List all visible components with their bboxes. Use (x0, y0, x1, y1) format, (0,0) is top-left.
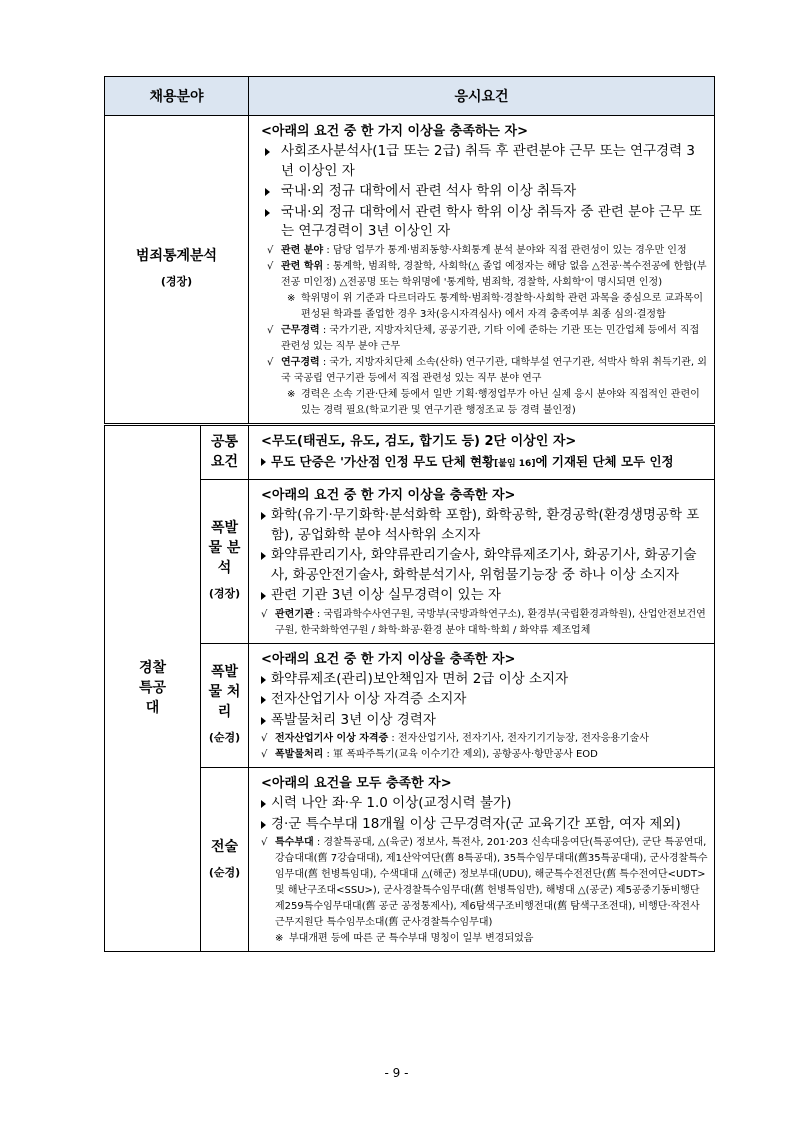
check-icon: √ (261, 608, 268, 620)
check-icon: √ (267, 324, 274, 336)
list-item: 폭발물처리 3년 이상 경력자 (257, 711, 708, 731)
common-label: 공통 요건 (201, 424, 249, 480)
triangle-bullet-icon (261, 458, 266, 466)
list-item: 관련 기관 3년 이상 실무경력이 있는 자 (257, 586, 708, 606)
triangle-bullet-icon (265, 209, 270, 217)
requirement-heading: <아래의 요건을 모두 충족한 자> (261, 776, 452, 791)
note-item: √ 연구경력 : 국가, 지방자치단체 소속(산하) 연구기관, 대학부설 연구기관, 석박사 학위 취득기관, 외국 국공립 연구기관 등에서 직접 관련성 있는 직무 분야 연구 (267, 356, 707, 384)
list-item: 경·군 특수부대 18개월 이상 근무경력자(군 교육기간 포함, 여자 제외) (257, 815, 708, 835)
note-item: √ 폭발물처리 : 軍 폭파주특기(교육 이수기간 제외), 공항공사·항만공사 EOD (257, 747, 708, 763)
reference-mark-icon: ※ (287, 388, 296, 400)
field-label: 범죄통계분석 (135, 248, 218, 265)
check-icon: √ (261, 749, 268, 760)
check-icon: √ (267, 244, 274, 256)
field-rank: (경장) (160, 275, 193, 289)
field-crime-statistics (105, 116, 249, 425)
reference-mark-icon: ※ (275, 933, 284, 944)
requirement-explosive-disposal (249, 643, 715, 768)
list-item: 화약류관리기사, 화약류관리기술사, 화약류제조기사, 화공기사, 화공기술사, 화공안전기술사, 화학분석기사, 위험물기능장 중 하나 이상 소지자 (257, 546, 708, 585)
triangle-bullet-icon (261, 592, 266, 600)
list-item: 전자산업기사 이상 자격증 소지자 (257, 690, 708, 710)
triangle-bullet-icon (261, 800, 266, 808)
triangle-bullet-icon (265, 148, 270, 156)
triangle-bullet-icon (261, 821, 266, 829)
note-item: √ 관련기관 : 국립과학수사연구원, 국방부(국방과학연구소), 환경부(국립환경과학원), 산업안전보건연구원, 한국화학연구원 / 화학·화공·환경 분야 대학·학회 / 화약류 제조업체 (261, 608, 706, 636)
triangle-bullet-icon (265, 188, 270, 196)
requirements-table (104, 76, 715, 952)
field-explosive-analysis: 폭발물 분석 (경장) (201, 480, 249, 644)
page-number: - 9 - (384, 1066, 409, 1080)
list-item: 국내·외 정규 대학에서 관련 학사 학위 이상 취득자 중 관련 분야 근무 또는 연구경력이 3년 이상인 자 (257, 203, 708, 242)
sub-note-item: ※ 경력은 소속 기관·단체 등에서 일반 기획·행정업무가 아닌 실제 응시 분야와 직접적인 관련이 있는 경력 필요(학교기관 및 연구기관 행정조교 등 경력 불인정) (287, 388, 700, 416)
list-item: 사회조사분석사(1급 또는 2급) 취득 후 관련분야 근무 또는 연구경력 3년 이상인 자 (257, 142, 708, 181)
note-item: √ 전자산업기사 이상 자격증 : 전자산업기사, 전자기사, 전자기기기능장, 전자응용기술사 (257, 731, 708, 747)
requirement-heading: <아래의 요건 중 한 가지 이상을 충족한 자> (261, 651, 516, 667)
check-icon: √ (267, 260, 274, 272)
sub-note-item: ※ 부대개편 등에 따른 군 특수부대 명칭이 일부 변경되었음 (257, 931, 708, 947)
row-crime-statistics (105, 116, 715, 425)
triangle-bullet-icon (261, 717, 266, 725)
field-header: 채용분야 (105, 77, 249, 116)
list-item: 국내·외 정규 대학에서 관련 석사 학위 이상 취득자 (257, 182, 708, 202)
reference-mark-icon: ※ (287, 292, 296, 304)
note-item: √ 특수부대 : 경찰특공대, △(육군) 정보사, 특전사, 201·203 신속대응여단(특공여단), 군단 특공연대, 강습대대(舊 7강습대대), 제1산악여단(舊 8특공대), 35특수임무대대(舊35특공대대), 군사경찰특수임무대(舊 헌병특임대), 수색대대 △(해군) 정보부대(UDU), 해군특수전전단(舊 특수전여단<UDT> 및 해난구조대<SSU>), 군사경찰특수임무대(舊 헌병특임반), 해병대 △(공군) 제5공중기동비행단 제259특수임무대대(舊 공군 공정통제사), 제6탐색구조비행전대(舊 탐색구조전대), 비행단·작전사근무지원단 특수임무소대(舊 군사경찰특수임무대) (261, 837, 708, 928)
triangle-bullet-icon (261, 696, 266, 704)
field-police-special-unit: 경찰 특공대 (105, 424, 201, 952)
requirement-header: 응시요건 (249, 77, 715, 116)
row-common-requirement (105, 424, 715, 480)
requirement-tactics (249, 768, 715, 952)
requirement-common (249, 424, 715, 480)
triangle-bullet-icon (261, 512, 266, 520)
triangle-bullet-icon (261, 552, 266, 560)
requirement-heading: <아래의 요건 중 한 가지 이상을 충족하는 자> (261, 124, 528, 139)
check-icon: √ (261, 733, 268, 744)
note-item: √ 근무경력 : 국가기관, 지방자치단체, 공공기관, 기타 이에 준하는 기관 또는 민간업체 등에서 직접 관련성 있는 직무 분야 근무 (267, 324, 700, 352)
requirement-heading: <무도(태권도, 유도, 검도, 합기도 등) 2단 이상인 자> (261, 433, 577, 449)
field-tactics: 전술 (순경) (201, 768, 249, 952)
note-item: √ 관련 분야 : 담당 업무가 통계·범죄동향·사회통계 분석 분야와 직접 관련성이 있는 경우만 인정 (257, 243, 708, 259)
list-item: 화학(유기·무기화학·분석화학 포함), 화학공학, 환경공학(환경생명공학 포함), 공업화학 분야 석사학위 소지자 (257, 506, 708, 545)
field-explosive-disposal: 폭발물 처리 (순경) (201, 643, 249, 768)
check-icon: √ (261, 837, 268, 848)
requirement-heading: <아래의 요건 중 한 가지 이상을 충족한 자> (261, 488, 516, 503)
list-item: 무도 단증은 '가산점 인정 무도 단체 현황[붙임 16]에 기재된 단체 모두 인정 (257, 452, 708, 475)
requirement-crime-statistics (249, 116, 715, 425)
check-icon: √ (267, 356, 274, 368)
triangle-bullet-icon (261, 676, 266, 684)
list-item: 시력 나안 좌·우 1.0 이상(교정시력 불가) (257, 794, 708, 814)
header-row (105, 77, 715, 116)
requirement-explosive-analysis (249, 480, 715, 644)
sub-note-item: ※ 학위명이 위 기준과 다르더라도 통계학·범죄학·경찰학·사회학 관련 과목을 중심으로 교과목이 편성된 학과를 졸업한 경우 3차(응시자격심사) 에서 자격 충족여부 최종 심의·결정함 (287, 292, 704, 320)
list-item: 화약류제조(관리)보안책임자 면허 2급 이상 소지자 (257, 670, 708, 690)
note-item: √ 관련 학위 : 통계학, 범죄학, 경찰학, 사회학(△ 졸업 예정자는 해당 없음 △전공·복수전공에 한함(부전공 미인정) △전공명 또는 학위명에 '통계학, 범죄학, 경찰학, 사회학'이 명시되면 인정) (267, 260, 707, 288)
